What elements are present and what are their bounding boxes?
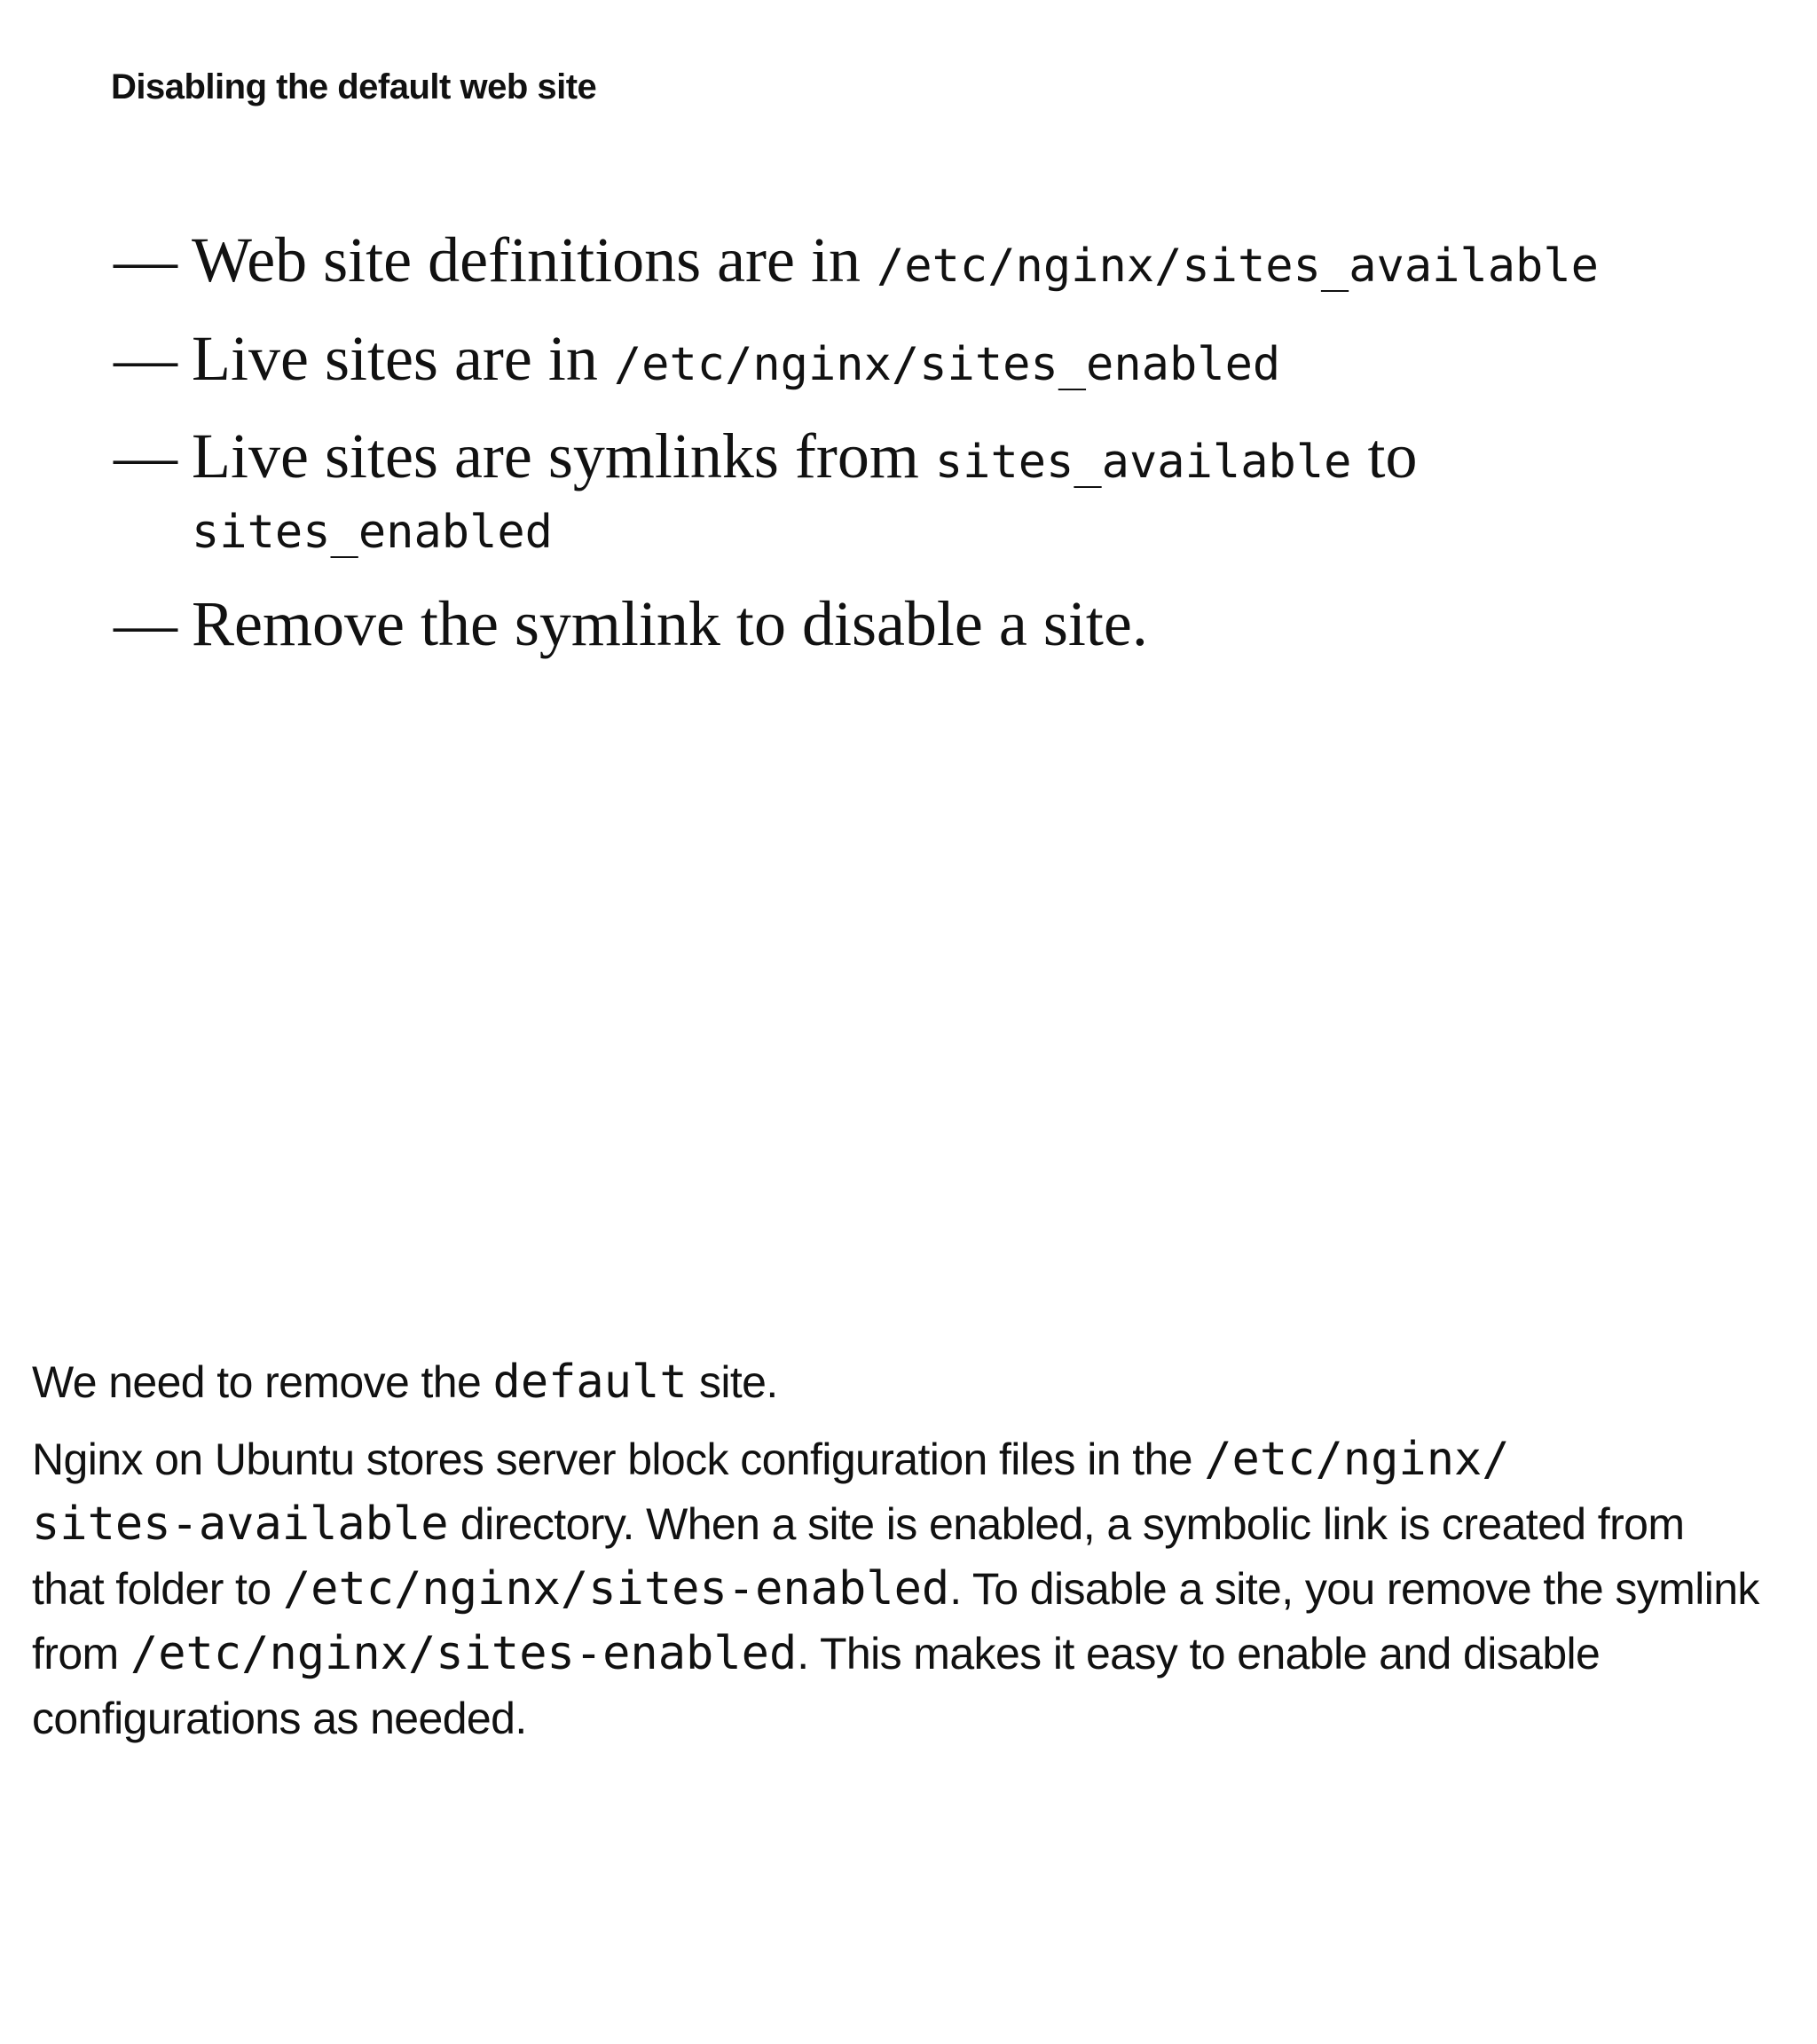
notes-code: default xyxy=(492,1356,688,1409)
slide-title: Disabling the default web site xyxy=(111,67,597,106)
notes-text: . To disable a site, you remove the symlink from xyxy=(32,1564,1759,1678)
speaker-notes xyxy=(32,1350,1762,1764)
notes-text: Nginx on Ubuntu stores server block configuration files in the xyxy=(32,1435,1205,1484)
bullet-item xyxy=(114,224,1746,299)
bullet-text: Web site definitions are in xyxy=(192,224,877,295)
notes-code: /etc/nginx/sites-enabled xyxy=(282,1562,950,1616)
bullet-item xyxy=(114,421,1746,564)
bullet-text-2: to xyxy=(1351,421,1418,491)
bullet-dash: — xyxy=(114,588,177,659)
bullet-list xyxy=(114,224,1746,683)
bullet-dash: — xyxy=(114,224,177,295)
bullet-dash: — xyxy=(114,323,177,394)
notes-text: . This makes it easy to enable and disable configurations as needed. xyxy=(32,1629,1601,1743)
notes-code: sites-available xyxy=(32,1498,449,1551)
notes-text: We need to remove the xyxy=(32,1357,493,1407)
bullet-item xyxy=(114,588,1746,659)
bullet-dash: — xyxy=(114,421,177,491)
bullet-text: Live sites are symlinks from xyxy=(192,421,935,491)
bullet-code-2: sites_enabled xyxy=(192,506,553,559)
notes-text: directory. When a site is enabled, a symbolic link is created from that folder to xyxy=(32,1499,1685,1614)
notes-code: /etc/nginx/ xyxy=(1204,1433,1510,1486)
bullet-text: Live sites are in xyxy=(192,323,614,394)
notes-paragraph xyxy=(32,1350,1762,1415)
bullet-text: Remove the symlink to disable a site. xyxy=(192,588,1148,659)
bullet-code: /etc/nginx/sites_enabled xyxy=(613,338,1281,391)
bullet-item xyxy=(114,323,1746,397)
bullet-code: /etc/nginx/sites_available xyxy=(877,240,1599,293)
notes-paragraph xyxy=(32,1427,1762,1751)
notes-text: site. xyxy=(687,1357,778,1407)
bullet-code: sites_available xyxy=(934,436,1352,489)
notes-code: /etc/nginx/sites-enabled xyxy=(130,1627,798,1680)
